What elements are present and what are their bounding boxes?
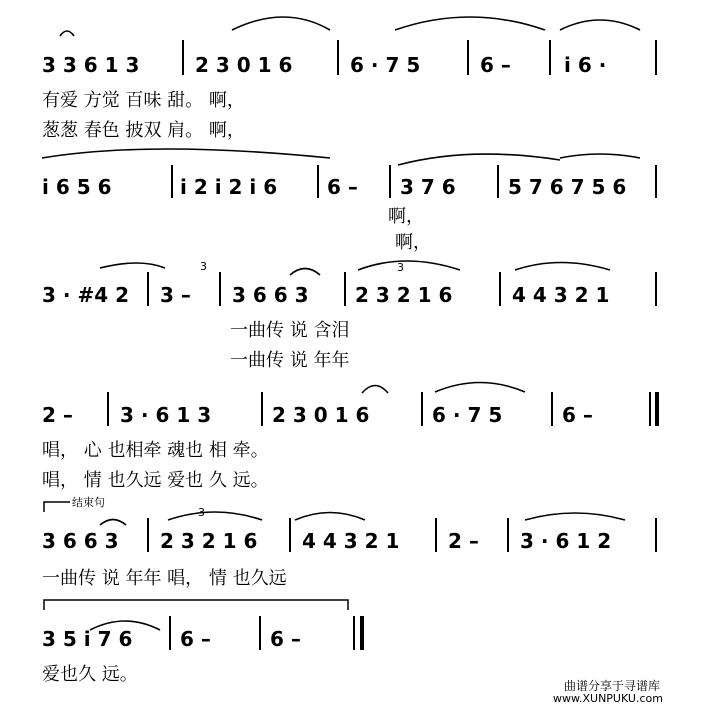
triplet-mark: 3 [198, 506, 205, 519]
lyric-line-verse-1: 唱， 心 也相牵 魂也 相 牵。 [42, 440, 269, 461]
measure: 3 6 6 3 [232, 283, 309, 307]
measure: 4 4 3 2 1 [302, 529, 400, 553]
slur-mark [295, 513, 365, 521]
measure: 6 – [327, 175, 358, 199]
slur-mark [515, 263, 610, 271]
measure: 6 – [270, 627, 301, 651]
watermark-url: www.XUNPUKU.com [553, 692, 663, 705]
measure: 3 7 6 [400, 175, 456, 199]
lyric-line-verse-2: 葱葱 春色 披双 肩。 啊， [42, 120, 245, 141]
lyric-line-verse-1: 有爱 方觉 百味 甜。 啊， [42, 90, 245, 111]
measure: 4 4 3 2 1 [512, 283, 610, 307]
lyric-line-coda: 一曲传 说 年年 唱， 情 也久远 [42, 568, 287, 589]
measure: 6 · 7 5 [350, 53, 421, 77]
ending-bracket [44, 600, 348, 610]
measure: 3 5 i 7 6 [42, 627, 133, 651]
slur-mark [395, 17, 545, 30]
lyric-line-verse-2: 啊， [395, 232, 431, 253]
measure: 3 · 6 1 2 [520, 529, 612, 553]
triplet-mark: 3 [397, 261, 404, 274]
slur-mark [398, 154, 560, 165]
lyric-line-coda: 爱也久 远。 [42, 664, 138, 685]
lyric-line-verse-2: 唱， 情 也久远 爱也 久 远。 [42, 470, 269, 491]
measure: i 6 · [564, 53, 607, 77]
measure: 2 3 0 1 6 [272, 403, 370, 427]
slur-mark [358, 261, 460, 270]
coda-label: 结束句 [72, 496, 105, 509]
slur-mark [100, 520, 126, 526]
watermark [553, 678, 663, 705]
measure: 6 – [562, 403, 593, 427]
measure: 3 – [160, 283, 191, 307]
lyric-line-verse-1: 啊， [388, 206, 424, 227]
measure: 3 · 6 1 3 [120, 403, 212, 427]
lyric-line-verse-1: 一曲传 说 含泪 [230, 320, 350, 341]
slur-mark [60, 31, 74, 36]
measure: 2 – [42, 403, 73, 427]
measure: 3 6 6 3 [42, 529, 119, 553]
measure: 5 7 6 7 5 6 [508, 175, 627, 199]
slur-mark [560, 154, 640, 158]
coda-bracket [44, 495, 105, 512]
measure: i 6 5 6 [42, 175, 112, 199]
slur-mark [560, 20, 640, 30]
measure: 2 3 2 1 6 [160, 529, 258, 553]
watermark-text: 曲谱分享于寻谱库 [564, 679, 661, 693]
slur-mark [42, 149, 330, 158]
slur-mark [435, 383, 525, 393]
measure: 2 3 0 1 6 [195, 53, 293, 77]
triplet-mark: 3 [200, 260, 207, 273]
slur-mark [525, 513, 625, 520]
lyric-line-verse-2: 一曲传 说 年年 [230, 350, 350, 371]
slur-mark [232, 17, 330, 30]
measure: 6 – [180, 627, 211, 651]
slur-mark [290, 269, 320, 276]
slur-mark [100, 263, 165, 268]
measure: 2 3 2 1 6 [355, 283, 453, 307]
slur-mark [362, 386, 388, 394]
measure: i 2 i 2 i 6 [180, 175, 278, 199]
measure: 6 – [480, 53, 511, 77]
measure: 2 – [448, 529, 479, 553]
measure: 6 · 7 5 [432, 403, 503, 427]
measure: 3 · #4 2 [42, 283, 129, 307]
slur-mark [168, 512, 262, 520]
measure: 3 3 6 1 3 [42, 53, 140, 77]
